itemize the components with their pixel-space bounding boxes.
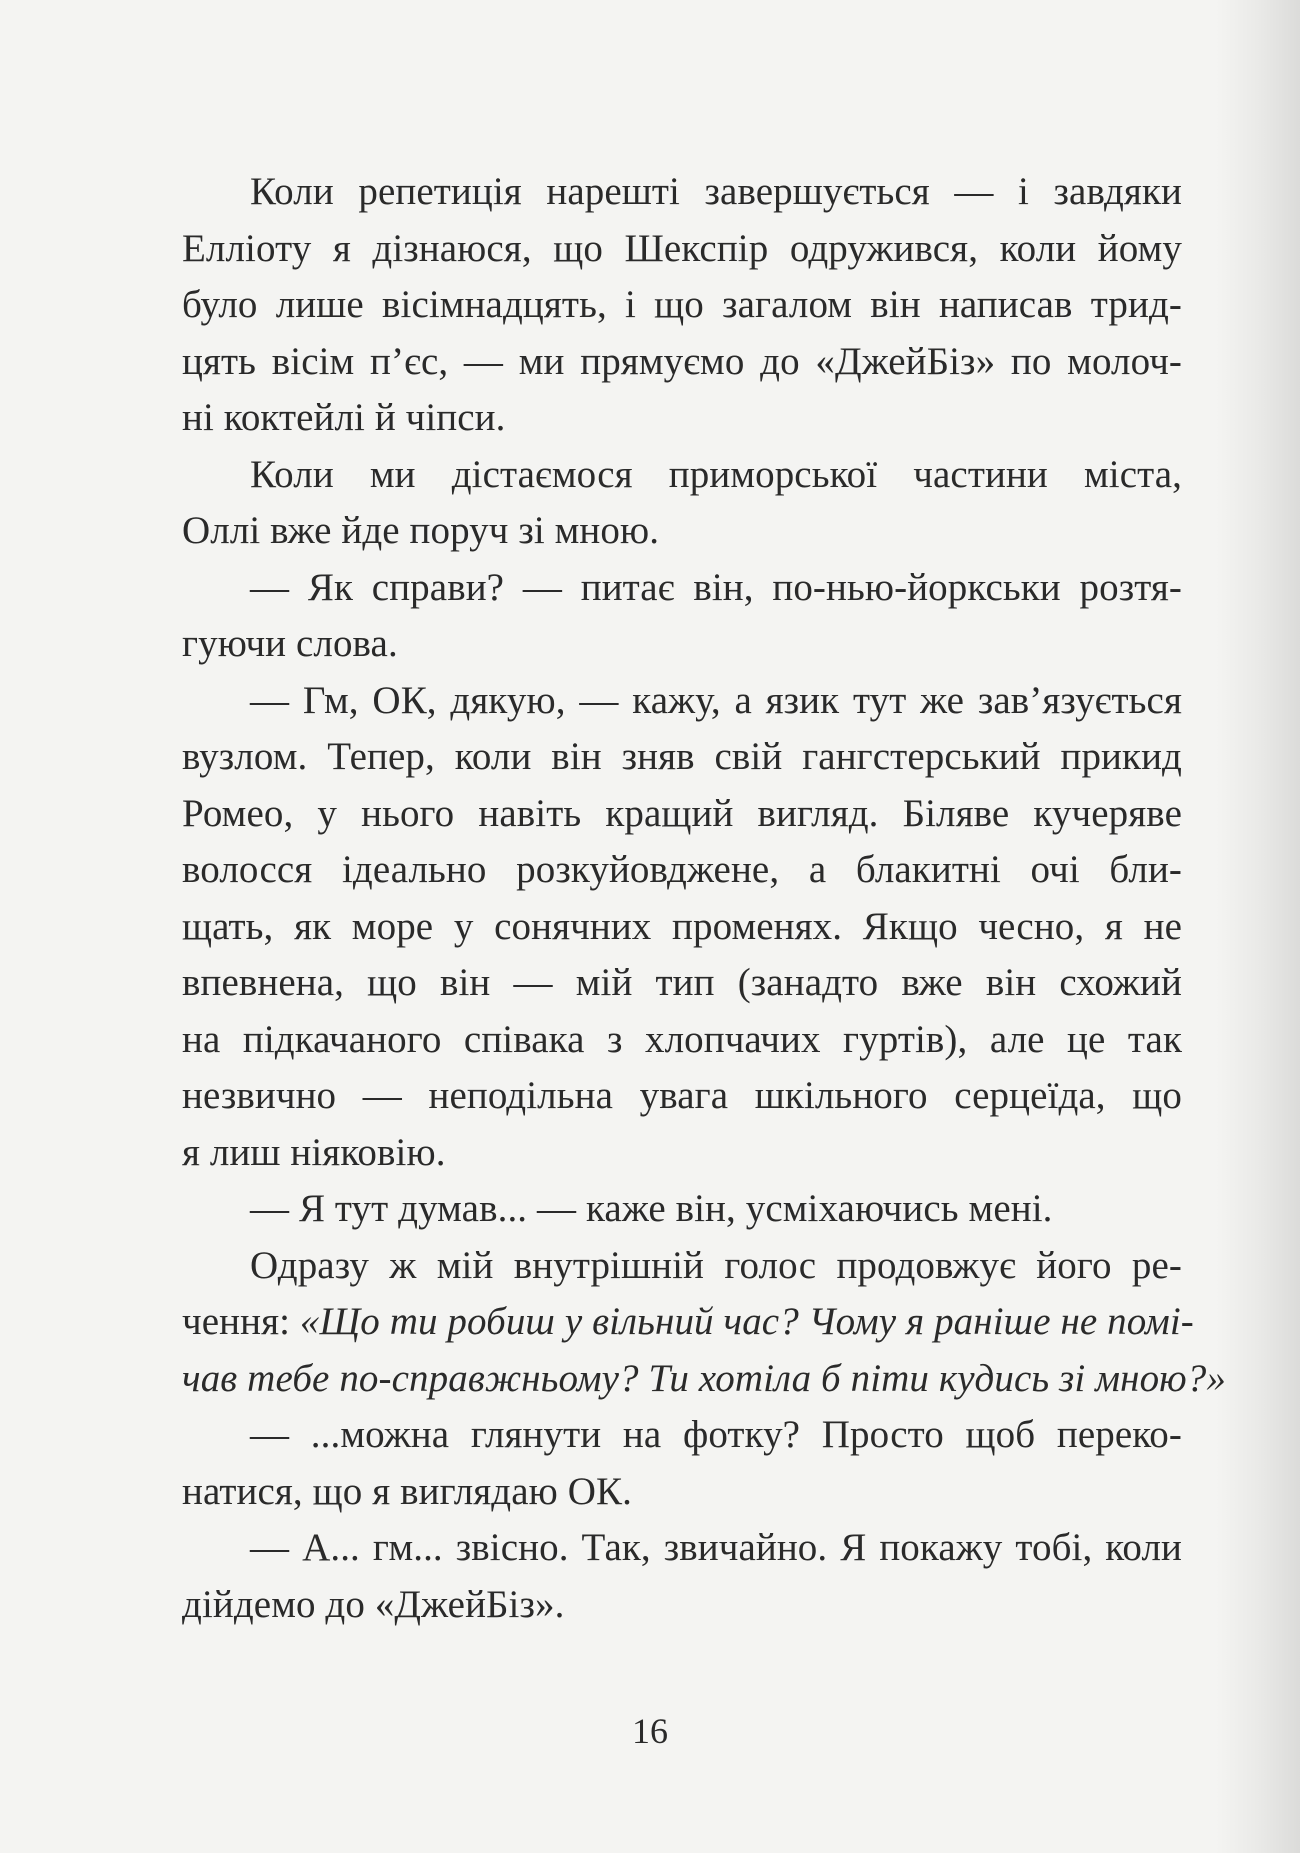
text-line: — ...можна глянути на фотку? Просто щоб переко- [250, 1413, 1182, 1456]
text-line: я лиш ніяковію. [182, 1130, 446, 1174]
text-line: — Гм, ОК, дякую, — кажу, а язик тут же зав’язується [250, 678, 1182, 722]
text-line: ні коктейлі й чіпси. [182, 396, 506, 439]
page-number: 16 [632, 1711, 668, 1751]
text-line: Коли ми дістаємося приморської частини міста, [250, 452, 1182, 496]
text-line: дійдемо до «ДжейБіз». [182, 1582, 565, 1626]
text-line: щать, як море у сонячних променях. Якщо чесно, я не [182, 904, 1182, 948]
text-line: на підкачаного співака з хлопчачих гуртів), але це так [182, 1017, 1182, 1061]
text-line [182, 1294, 1194, 1351]
text-line: Ромео, у нього навіть кращий вигляд. Біляве кучеряве [182, 791, 1182, 835]
text-line: Елліоту я дізнаюся, що Шекспір одружився, коли йому [182, 226, 1182, 270]
text-line: — А... гм... звісно. Так, звичайно. Я покажу тобі, коли [250, 1526, 1182, 1569]
italic-thought: «Що ти робиш у вільний час? Чому я раніше не помі- [299, 1300, 1194, 1343]
text-line: впевнена, що він — мій тип (занадто вже він схожий [182, 961, 1182, 1004]
text-line: Одразу ж мій внутрішній голос продовжує його ре- [250, 1243, 1182, 1287]
text-line: натися, що я виглядаю ОК. [182, 1469, 632, 1513]
text-line-prefix: чення: [182, 1300, 300, 1343]
text-line: було лише вісімнадцять, і що загалом він написав трид- [182, 283, 1182, 326]
text-line: — Як справи? — питає він, по-нью-йоркськи розтя- [250, 565, 1182, 609]
text-line: — Я тут думав... — каже він, усміхаючись мені. [250, 1187, 1053, 1230]
text-line: незвично — неподільна увага шкільного серцеїда, що [182, 1074, 1182, 1117]
text-line: Оллі вже йде поруч зі мною. [182, 509, 660, 552]
text-line: гуючи слова. [182, 622, 398, 665]
text-line: волосся ідеально розкуйовджене, а блакитні очі бли- [182, 848, 1182, 891]
text-line: цять вісім п’єс, — ми прямуємо до «ДжейБіз» по молоч- [182, 339, 1182, 383]
text-line: Коли репетиція нарешті завершується — і завдяки [250, 170, 1182, 213]
text-line: чав тебе по-справжньому? Ти хотіла б піти кудись зі мною?» [182, 1356, 1226, 1400]
text-line: вузлом. Тепер, коли він зняв свій гангстерський прикид [182, 735, 1182, 778]
body-text [182, 164, 1226, 1633]
